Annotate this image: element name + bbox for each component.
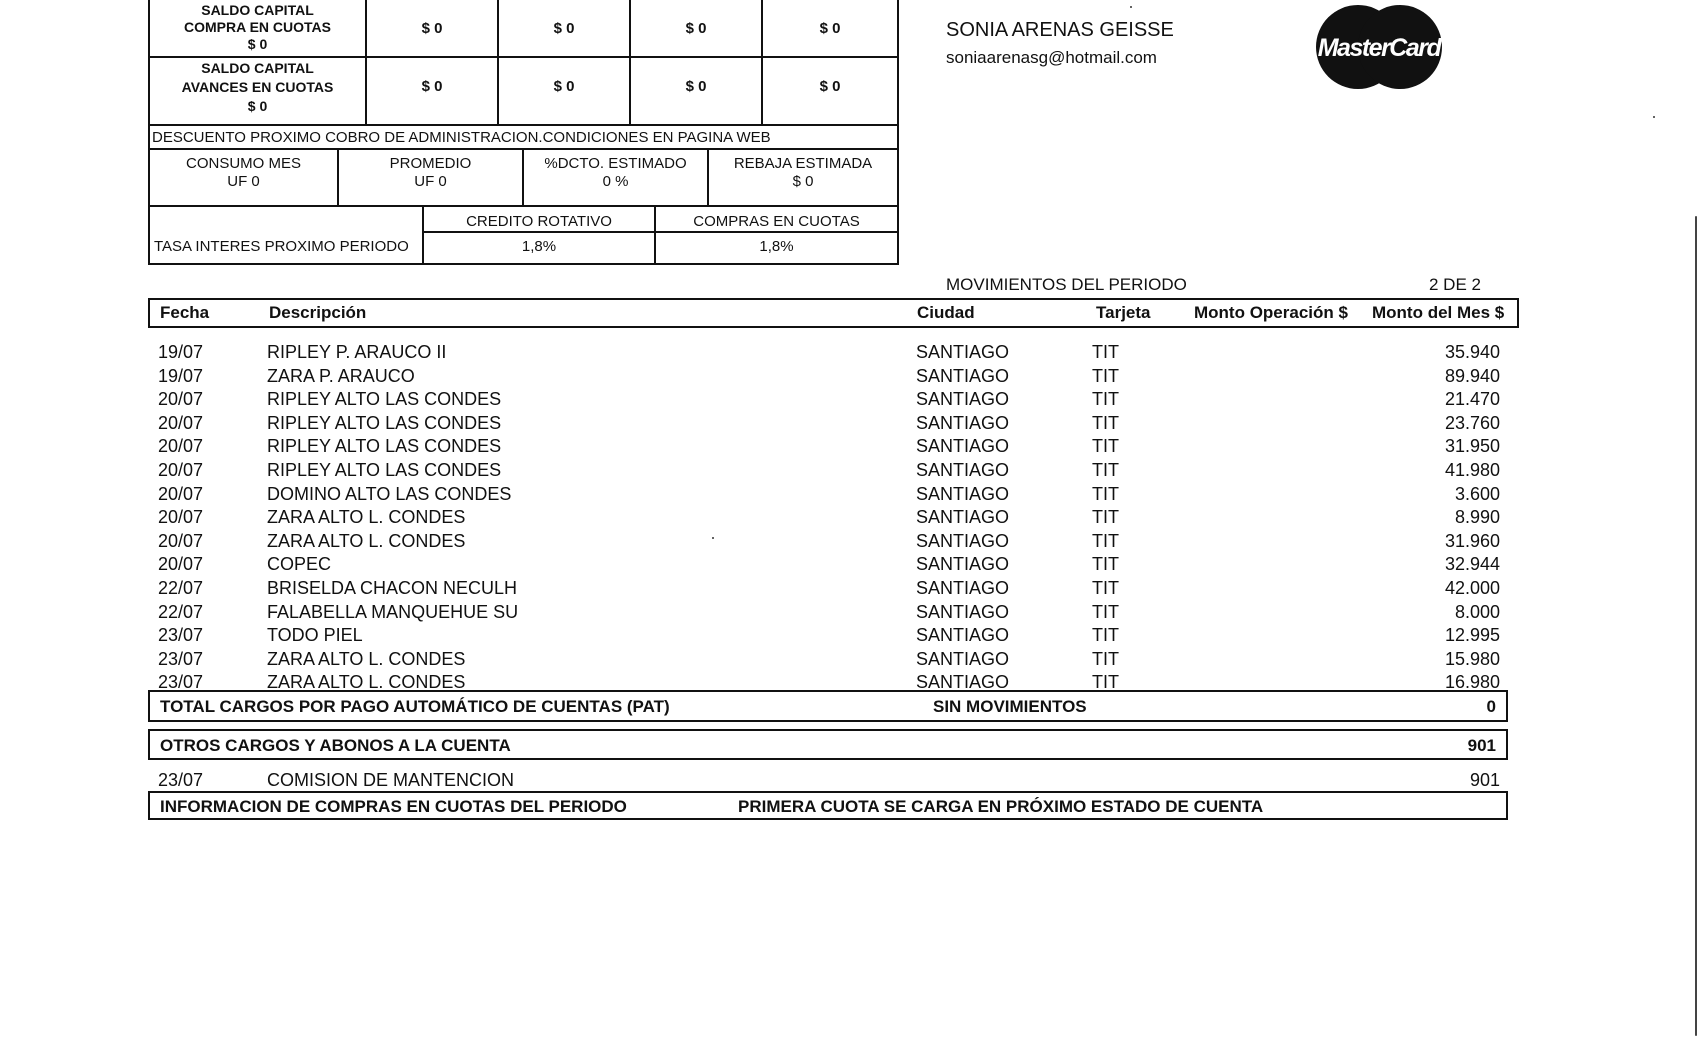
scan-edge-line [1695, 216, 1697, 1036]
saldo-compra-value: $ 0 [247, 36, 268, 52]
row-ciudad: SANTIAGO [916, 412, 1010, 433]
row-monto-mes: 31.960 [1444, 530, 1500, 551]
rebaja-estimada-value: $ 0 [792, 173, 814, 190]
row-tarjeta: TIT [1092, 365, 1119, 386]
row-fecha: 22/07 [158, 578, 204, 598]
saldo-avances-cell: $ 0 [685, 78, 707, 95]
saldo-avances-cell: $ 0 [421, 78, 443, 95]
row-fecha: 20/07 [158, 530, 204, 551]
row-tarjeta: TIT [1092, 530, 1119, 551]
saldo-compra-cell: $ 0 [553, 20, 575, 37]
table-border [148, 263, 899, 265]
saldo-compra-label [150, 2, 365, 53]
table-row [148, 366, 1500, 390]
cuotas-label: INFORMACION DE COMPRAS EN CUOTAS DEL PERIODO [160, 797, 627, 816]
row-ciudad: SANTIAGO [916, 483, 1010, 504]
promedio-value: UF 0 [414, 173, 447, 190]
row-ciudad: SANTIAGO [916, 460, 1010, 480]
row-descripcion: ZARA ALTO L. CONDES [267, 648, 466, 669]
row-tarjeta: TIT [1092, 412, 1119, 433]
saldo-avances-label-line2: AVANCES EN CUOTAS [181, 79, 334, 95]
row-ciudad: SANTIAGO [916, 601, 1010, 622]
tasa-label: TASA INTERES PROXIMO PERIODO [154, 238, 409, 255]
row-monto-mes: 12.995 [1444, 625, 1500, 646]
scan-speck [1130, 6, 1132, 8]
table-border [365, 0, 367, 126]
row-descripcion: ZARA ALTO L. CONDES [267, 507, 466, 528]
table-row [148, 602, 1500, 626]
row-fecha: 20/07 [158, 554, 204, 575]
row-ciudad: SANTIAGO [916, 672, 1010, 693]
dcto-estimado-label: %DCTO. ESTIMADO [544, 155, 687, 172]
otros-row-desc: COMISION DE MANTENCION [267, 770, 515, 790]
row-fecha: 20/07 [158, 483, 204, 504]
row-descripcion: RIPLEY ALTO LAS CONDES [267, 460, 502, 480]
dcto-estimado-value: 0 % [602, 173, 629, 190]
row-tarjeta: TIT [1092, 625, 1119, 646]
table-row [148, 649, 1500, 673]
row-tarjeta: TIT [1092, 342, 1119, 362]
row-fecha: 20/07 [158, 389, 204, 410]
row-tarjeta: TIT [1092, 507, 1119, 528]
table-row [148, 413, 1500, 437]
header-tarjeta: Tarjeta [1096, 303, 1151, 322]
header-fecha: Fecha [160, 303, 210, 322]
row-fecha: 20/07 [158, 436, 204, 457]
table-row [148, 436, 1500, 460]
row-tarjeta: TIT [1092, 436, 1119, 457]
header-descripcion: Descripción [269, 303, 367, 322]
table-border [761, 0, 763, 126]
descuento-text: DESCUENTO PROXIMO COBRO DE ADMINISTRACION.CONDICIONES EN PAGINA WEB [152, 129, 771, 146]
customer-name: SONIA ARENAS GEISSE [946, 19, 1174, 41]
row-ciudad: SANTIAGO [916, 389, 1010, 410]
table-row [148, 578, 1500, 602]
otros-label: OTROS CARGOS Y ABONOS A LA CUENTA [160, 736, 511, 755]
page-indicator: 2 DE 2 [1429, 275, 1481, 294]
row-ciudad: SANTIAGO [916, 342, 1010, 362]
mastercard-logo [1314, 4, 1444, 90]
table-border [148, 56, 899, 58]
row-monto-mes: 89.940 [1444, 365, 1500, 386]
row-monto-mes: 15.980 [1444, 648, 1500, 669]
saldo-avances-value: $ 0 [247, 98, 268, 114]
row-descripcion: COPEC [267, 554, 332, 575]
dcto-estimado-cell [524, 155, 707, 191]
row-tarjeta: TIT [1092, 672, 1119, 693]
row-monto-mes: 8.000 [1454, 601, 1500, 622]
movements-header [148, 298, 1519, 328]
credito-rotativo-header: CREDITO ROTATIVO [466, 213, 612, 230]
row-descripcion: RIPLEY ALTO LAS CONDES [267, 389, 502, 410]
row-monto-mes: 23.760 [1444, 412, 1500, 433]
row-tarjeta: TIT [1092, 483, 1119, 504]
table-row [148, 507, 1500, 531]
mastercard-logo-text: MasterCard [1317, 34, 1441, 62]
header-ciudad: Ciudad [917, 303, 975, 322]
otros-amount: 901 [1467, 736, 1496, 755]
header-monto-mes: Monto del Mes $ [1372, 303, 1505, 322]
table-border [148, 124, 899, 126]
row-tarjeta: TIT [1092, 554, 1119, 575]
row-fecha: 23/07 [158, 672, 204, 693]
consumo-mes-value: UF 0 [227, 173, 260, 190]
row-fecha: 20/07 [158, 460, 204, 480]
row-descripcion: FALABELLA MANQUEHUE SU [267, 601, 519, 622]
row-ciudad: SANTIAGO [916, 648, 1010, 669]
row-descripcion: RIPLEY P. ARAUCO II [267, 342, 447, 362]
saldo-avances-label [150, 59, 365, 116]
table-row [148, 531, 1500, 555]
row-descripcion: DOMINO ALTO LAS CONDES [267, 483, 512, 504]
saldo-compra-cell: $ 0 [685, 20, 707, 37]
row-monto-mes: 3.600 [1454, 483, 1500, 504]
pat-box [148, 690, 1508, 722]
row-fecha: 20/07 [158, 507, 204, 528]
table-border [497, 0, 499, 126]
row-monto-mes: 32.944 [1444, 554, 1500, 575]
table-row [148, 460, 1500, 484]
row-fecha: 19/07 [158, 342, 204, 362]
rebaja-estimada-label: REBAJA ESTIMADA [733, 155, 873, 172]
row-ciudad: SANTIAGO [916, 625, 1010, 646]
compras-cuotas-header: COMPRAS EN CUOTAS [693, 213, 860, 230]
row-descripcion: RIPLEY ALTO LAS CONDES [267, 412, 502, 433]
table-row [148, 625, 1500, 649]
otros-row-monto: 901 [1469, 770, 1500, 790]
row-monto-mes: 16.980 [1444, 672, 1500, 693]
row-ciudad: SANTIAGO [916, 530, 1010, 551]
row-monto-mes: 35.940 [1444, 342, 1500, 362]
pat-label: TOTAL CARGOS POR PAGO AUTOMÁTICO DE CUENTAS (PAT) [160, 697, 670, 716]
promedio-cell [339, 155, 522, 191]
pat-status: SIN MOVIMIENTOS [933, 697, 1087, 716]
row-monto-mes: 41.980 [1444, 460, 1500, 480]
pat-amount: 0 [1486, 697, 1496, 716]
row-descripcion: BRISELDA CHACON NECULH [267, 578, 518, 598]
table-border [897, 124, 899, 207]
row-tarjeta: TIT [1092, 648, 1119, 669]
cuotas-note: PRIMERA CUOTA SE CARGA EN PRÓXIMO ESTADO DE CUENTA [738, 797, 1264, 816]
row-descripcion: ZARA ALTO L. CONDES [267, 530, 466, 551]
customer-email: soniaarenasg@hotmail.com [946, 48, 1157, 67]
consumo-mes-label: CONSUMO MES [185, 155, 301, 172]
row-ciudad: SANTIAGO [916, 507, 1010, 528]
row-ciudad: SANTIAGO [916, 578, 1010, 598]
table-border [897, 0, 899, 126]
movimientos-title: MOVIMIENTOS DEL PERIODO [946, 275, 1187, 294]
table-row [148, 389, 1500, 413]
otros-box [148, 729, 1508, 760]
row-ciudad: SANTIAGO [916, 365, 1010, 386]
saldo-compra-label-line2: COMPRA EN CUOTAS [184, 19, 331, 35]
row-descripcion: ZARA P. ARAUCO [267, 365, 415, 386]
cuotas-box [148, 791, 1508, 820]
saldo-avances-cell: $ 0 [819, 78, 841, 95]
row-ciudad: SANTIAGO [916, 554, 1010, 575]
consumo-mes-cell [150, 155, 337, 191]
table-border [148, 205, 150, 265]
credito-rotativo-value: 1,8% [521, 238, 557, 255]
table-row [148, 484, 1500, 508]
row-descripcion: TODO PIEL [267, 625, 363, 646]
saldo-compra-cell: $ 0 [421, 20, 443, 37]
row-fecha: 23/07 [158, 625, 204, 646]
row-tarjeta: TIT [1092, 389, 1119, 410]
table-border [422, 231, 899, 233]
scan-speck [1653, 116, 1655, 118]
row-ciudad: SANTIAGO [916, 436, 1010, 457]
compras-cuotas-value: 1,8% [759, 238, 794, 255]
row-descripcion: ZARA ALTO L. CONDES [267, 672, 466, 693]
row-monto-mes: 21.470 [1444, 389, 1500, 410]
row-tarjeta: TIT [1092, 460, 1119, 480]
row-tarjeta: TIT [1092, 578, 1119, 598]
row-fecha: 22/07 [158, 601, 204, 622]
row-fecha: 20/07 [158, 412, 204, 433]
row-monto-mes: 8.990 [1454, 507, 1500, 528]
row-monto-mes: 42.000 [1444, 578, 1500, 598]
header-monto-operacion: Monto Operación $ [1194, 303, 1348, 322]
rebaja-estimada-cell [709, 155, 897, 191]
row-fecha: 23/07 [158, 648, 204, 669]
table-border [897, 205, 899, 265]
scan-speck [712, 537, 714, 539]
row-descripcion: RIPLEY ALTO LAS CONDES [267, 436, 502, 457]
row-monto-mes: 31.950 [1444, 436, 1500, 457]
table-row [148, 342, 1500, 366]
otros-row-fecha: 23/07 [158, 770, 204, 790]
table-border [629, 0, 631, 126]
row-fecha: 19/07 [158, 365, 204, 386]
saldo-compra-cell: $ 0 [819, 20, 841, 37]
row-tarjeta: TIT [1092, 601, 1119, 622]
table-row [148, 554, 1500, 578]
promedio-label: PROMEDIO [389, 155, 472, 172]
saldo-compra-label-line1: SALDO CAPITAL [201, 2, 314, 18]
saldo-avances-label-line1: SALDO CAPITAL [201, 60, 314, 76]
saldo-avances-cell: $ 0 [553, 78, 575, 95]
